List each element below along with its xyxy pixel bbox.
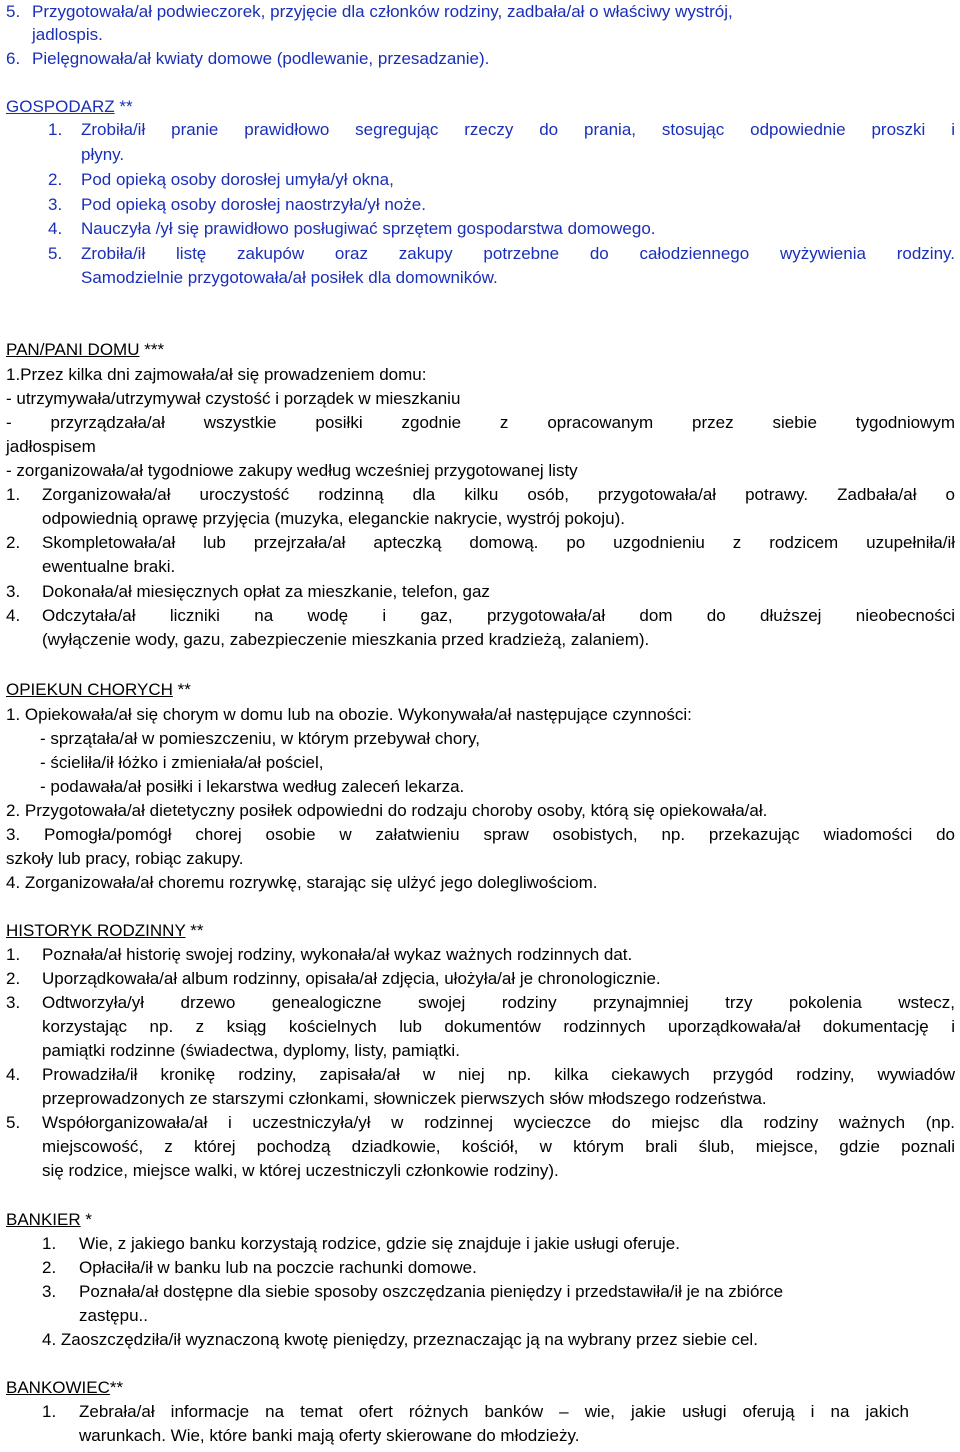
list-item-text: Pod opieką osoby dorosłej naostrzyła/ył noże. <box>81 195 426 214</box>
list-item-text: Odtworzyła/ył drzewo genealogiczne swojej rodziny przynajmniej trzy pokolenia wstecz, <box>42 993 955 1012</box>
section-title: PAN/PANI DOMU <box>6 340 140 359</box>
dash-item: - przyrządzała/ał wszystkie posiłki zgodnie z opracowanym przez siebie tygodniowym <box>6 413 955 432</box>
list-number: 2. <box>48 170 63 189</box>
section-heading-opiekun-chorych <box>6 680 191 700</box>
list-number: 5. <box>6 2 21 21</box>
section-stars: ** <box>185 921 204 940</box>
list-item-text: (wyłączenie wody, gazu, zabezpieczenie mieszkania przed kradzieżą, zalaniem). <box>42 630 650 649</box>
list-item-text: płyny. <box>81 145 125 164</box>
list-item-text: Wie, z jakiego banku korzystają rodzice, gdzie się znajduje i jakie usługi oferuje. <box>79 1234 680 1253</box>
list-item-text: Zrobiła/ił listę zakupów oraz zakupy potrzebne do całodziennego wyżywienia rodziny. <box>81 244 955 263</box>
section-title: OPIEKUN CHORYCH <box>6 680 173 699</box>
list-item-text: Współorganizowała/ał i uczestniczyła/ył w rodzinnej wycieczce do miejsc dla rodziny ważnych (np. <box>42 1113 955 1132</box>
dash-item: - zorganizowała/ał tygodniowe zakupy według wcześniej przygotowanej listy <box>6 461 578 480</box>
list-item-text: Opłaciła/ił w banku lub na poczcie rachunki domowe. <box>79 1258 477 1277</box>
section-title: BANKIER <box>6 1210 81 1229</box>
list-item-text: Przygotowała/ał podwieczorek, przyjęcie dla członków rodziny, zadbała/ał o właściwy wystrój, <box>32 2 733 21</box>
list-number: 3. <box>6 582 21 601</box>
list-item-text: się rodzice, miejsce walki, w której uczestniczyli członkowie rodziny). <box>42 1161 559 1180</box>
list-item-text: Pod opieką osoby dorosłej umyła/ył okna, <box>81 170 394 189</box>
list-number: 2. <box>6 969 21 988</box>
list-item-text: Zrobiła/ił pranie prawidłowo segregując rzeczy do prania, stosując odpowiednie proszki i <box>81 120 955 139</box>
list-item-text: 2. Przygotowała/ał dietetyczny posiłek odpowiedni do rodzaju choroby osoby, którą się opiekowała/ał. <box>6 801 768 820</box>
section-title: GOSPODARZ <box>6 97 115 116</box>
list-item-text: miejscowość, z której pochodzą dziadkowie, kościół, w którym brali ślub, miejsce, gdzie poznali <box>42 1137 955 1156</box>
section-stars: * <box>80 1210 92 1229</box>
list-number: 6. <box>6 49 21 68</box>
list-number: 1. <box>42 1234 57 1253</box>
list-item-text: szkoły lub pracy, robiąc zakupy. <box>6 849 244 868</box>
list-item-text: Pielęgnowała/ał kwiaty domowe (podlewanie, przesadzanie). <box>32 49 490 68</box>
list-number: 3. <box>6 993 21 1012</box>
list-number: 5. <box>48 244 63 263</box>
list-item-text: warunkach. Wie, które banki mają oferty skierowane do młodzieży. <box>79 1426 580 1445</box>
list-number: 4. <box>6 1065 21 1084</box>
list-item-text: pamiątki rodzinne (świadectwa, dyplomy, listy, pamiątki. <box>42 1041 460 1060</box>
section-stars: *** <box>139 340 165 359</box>
list-item-text: Nauczyła /ył się prawidłowo posługiwać sprzętem gospodarstwa domowego. <box>81 219 656 238</box>
list-item-text: 4. Zaoszczędziła/ił wyznaczoną kwotę pieniędzy, przeznaczając ją na wybrany przez siebie cel. <box>42 1330 758 1349</box>
list-item-text: przeprowadzonych ze starszymi członkami, słowniczek pierwszych słów młodszego rodzeństwa. <box>42 1089 767 1108</box>
dash-item: - utrzymywała/utrzymywał czystość i porządek w mieszkaniu <box>6 389 461 408</box>
section-stars: ** <box>172 680 191 699</box>
section-title: HISTORYK RODZINNY <box>6 921 186 940</box>
list-item-text: Uporządkowała/ał album rodzinny, opisała/ał zdjęcia, ułożyła/ał je chronologicznie. <box>42 969 661 988</box>
section-heading-bankowiec <box>6 1378 123 1398</box>
list-item-text: odpowiednią oprawę przyjęcia (muzyka, eleganckie nakrycie, wystrój pokoju). <box>42 509 625 528</box>
list-number: 1. <box>6 485 21 504</box>
list-item-text: Poznała/ał dostępne dla siebie sposoby oszczędzania pieniędzy i przedstawiła/ił je na zbiórce <box>79 1282 784 1301</box>
section-intro: 1.Przez kilka dni zajmowała/ał się prowadzeniem domu: <box>6 365 427 384</box>
section-heading-gospodarz <box>6 97 133 117</box>
list-number: 4. <box>6 606 21 625</box>
list-item-text: Skompletowała/ał lub przejrzała/ał apteczką domową. po uzgodnieniu z rodzicem uzupełniła/ił <box>42 533 955 552</box>
list-item-text: Poznała/ał historię swojej rodziny, wykonała/ał wykaz ważnych rodzinnych dat. <box>42 945 633 964</box>
list-item-text: Samodzielnie przygotowała/ał posiłek dla domowników. <box>81 268 498 287</box>
list-item-text: korzystając np. z ksiąg kościelnych lub dokumentów rodzinnych uporządkowała/ał dokumentację i <box>42 1017 955 1036</box>
list-item-text: Odczytała/ał liczniki na wodę i gaz, przygotowała/ał dom do dłuższej nieobecności <box>42 606 955 625</box>
list-item-text: 3. Pomogła/pomógł chorej osobie w załatwieniu spraw osobistych, np. przekazując wiadomości do <box>6 825 955 844</box>
section-heading-bankier <box>6 1210 92 1230</box>
list-item-text: Prowadziła/ił kronikę rodziny, zapisała/ał w niej np. kilka ciekawych przygód rodziny, wywiadów <box>42 1065 955 1084</box>
dash-item: jadłospisem <box>6 437 96 456</box>
dash-item: - ścieliła/ił łóżko i zmieniała/ał pościel, <box>40 753 324 772</box>
section-heading-pan-pani-domu <box>6 340 164 360</box>
list-item-text: Dokonała/ał miesięcznych opłat za mieszkanie, telefon, gaz <box>42 582 490 601</box>
section-title: BANKOWIEC <box>6 1378 110 1397</box>
list-item-text: 4. Zorganizowała/ał choremu rozrywkę, starając się ulżyć jego dolegliwościom. <box>6 873 598 892</box>
list-item-text: ewentualne braki. <box>42 557 176 576</box>
dash-item: - podawała/ał posiłki i lekarstwa według zaleceń lekarza. <box>40 777 465 796</box>
list-item-text: jadlospis. <box>32 25 103 44</box>
section-stars: ** <box>109 1378 124 1397</box>
section-stars: ** <box>114 97 133 116</box>
list-number: 1. <box>42 1402 57 1421</box>
dash-item: - sprzątała/ał w pomieszczeniu, w którym przebywał chory, <box>40 729 480 748</box>
list-item-text: zastępu.. <box>79 1306 148 1325</box>
list-number: 1. <box>6 945 21 964</box>
list-number: 1. <box>48 120 63 139</box>
list-number: 3. <box>42 1282 57 1301</box>
list-number: 2. <box>6 533 21 552</box>
list-item-text: Zebrała/ał informacje na temat ofert różnych banków – wie, jakie usługi oferują i na jakich <box>79 1402 909 1421</box>
list-item-text: Zorganizowała/ał uroczystość rodzinną dla kilku osób, przygotowała/ał potrawy. Zadbała/ał o <box>42 485 955 504</box>
list-number: 4. <box>48 219 63 238</box>
list-number: 3. <box>48 195 63 214</box>
list-item-text: 1. Opiekowała/ał się chorym w domu lub na obozie. Wykonywała/ał następujące czynności: <box>6 705 692 724</box>
list-number: 2. <box>42 1258 57 1277</box>
list-number: 5. <box>6 1113 21 1132</box>
section-heading-historyk-rodzinny <box>6 921 203 941</box>
